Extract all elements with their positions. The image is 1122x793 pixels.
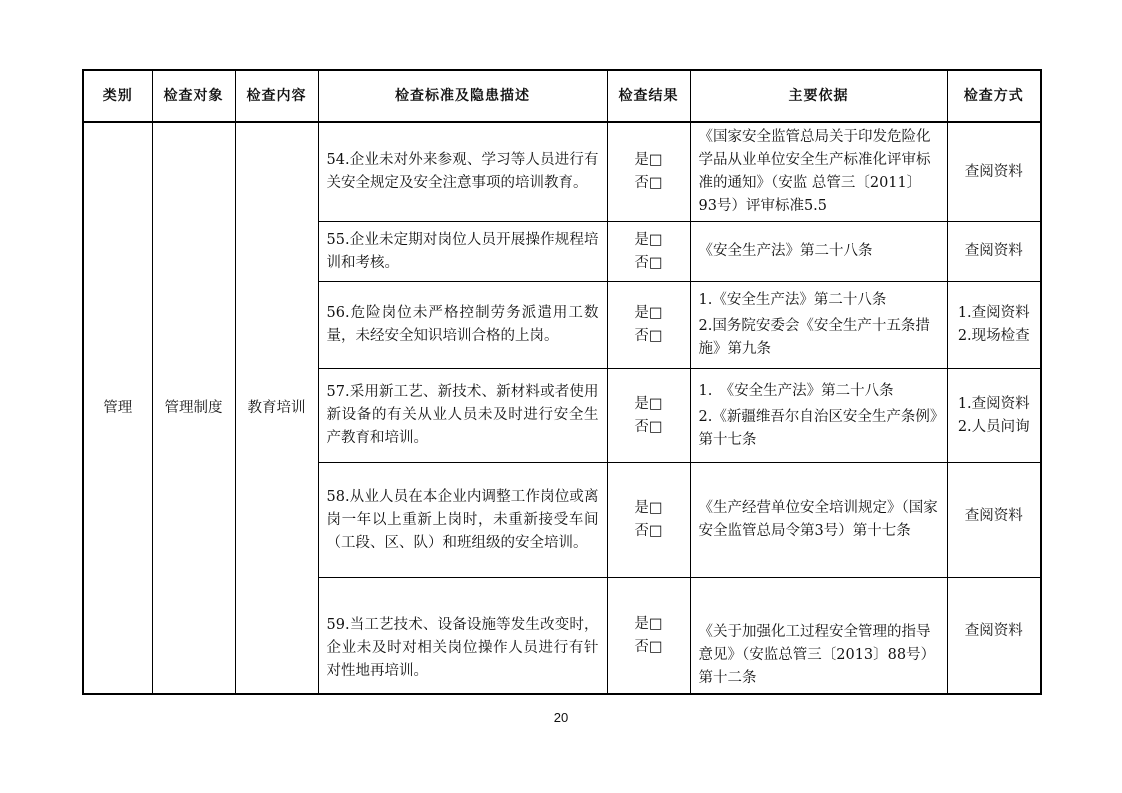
basis-item: 2.《新疆维吾尔自治区安全生产条例》第十七条 xyxy=(698,408,938,448)
method-cell xyxy=(947,463,1041,578)
content-cell: 教育培训 xyxy=(235,122,318,694)
header-row xyxy=(83,70,1041,122)
basis-cell xyxy=(690,122,947,222)
method-item: 查阅资料 xyxy=(964,623,1023,639)
method-cell xyxy=(947,578,1041,695)
header-basis: 主要依据 xyxy=(690,70,947,122)
basis-item: 1.《安全生产法》第二十八条 xyxy=(698,292,887,308)
category-cell: 管理 xyxy=(83,122,152,694)
method-item: 2.现场检查 xyxy=(957,328,1030,344)
standard-cell: 54.企业未对外来参观、学习等人员进行有关安全规定及安全注意事项的培训教育。 xyxy=(318,122,607,222)
result-no-checkbox[interactable]: 否□ xyxy=(634,328,663,344)
method-item: 查阅资料 xyxy=(964,243,1023,259)
result-yes-checkbox[interactable]: 是□ xyxy=(634,152,663,168)
basis-cell xyxy=(690,369,947,463)
result-no-checkbox[interactable]: 否□ xyxy=(634,638,663,655)
standard-cell: 56.危险岗位未严格控制劳务派遣用工数量，未经安全知识培训合格的上岗。 xyxy=(318,282,607,369)
result-yes-checkbox[interactable]: 是□ xyxy=(634,305,663,321)
inspection-table xyxy=(82,69,1042,695)
method-cell xyxy=(947,122,1041,222)
header-object: 检查对象 xyxy=(152,70,235,122)
header-standard: 检查标准及隐患描述 xyxy=(318,70,607,122)
result-no-checkbox[interactable]: 否□ xyxy=(634,175,663,191)
standard-cell: 58.从业人员在本企业内调整工作岗位或离岗一年以上重新上岗时，未重新接受车间（工段、区、队）和班组级的安全培训。 xyxy=(318,463,607,578)
method-item: 查阅资料 xyxy=(964,163,1023,180)
result-cell xyxy=(607,282,690,369)
result-cell xyxy=(607,122,690,222)
header-category: 类别 xyxy=(83,70,152,122)
header-method: 检查方式 xyxy=(947,70,1041,122)
table-row xyxy=(83,122,1041,222)
page-number: 20 xyxy=(553,710,569,725)
basis-cell xyxy=(690,463,947,578)
header-result: 检查结果 xyxy=(607,70,690,122)
basis-cell xyxy=(690,222,947,282)
method-cell xyxy=(947,222,1041,282)
method-cell xyxy=(947,282,1041,369)
result-cell xyxy=(607,463,690,578)
basis-item: 《生产经营单位安全培训规定》（国家安全监管总局令第3号）第十七条 xyxy=(698,500,938,539)
result-no-checkbox[interactable]: 否□ xyxy=(634,418,663,435)
method-cell xyxy=(947,369,1041,463)
method-item: 2.人员问询 xyxy=(957,418,1030,435)
basis-item: 1. 《安全生产法》第二十八条 xyxy=(698,382,894,399)
result-no-checkbox[interactable]: 否□ xyxy=(634,254,663,271)
result-cell xyxy=(607,578,690,695)
basis-item: 《安全生产法》第二十八条 xyxy=(698,243,873,259)
standard-cell: 59.当工艺技术、设备设施等发生改变时，企业未及时对相关岗位操作人员进行有针对性地再培训。 xyxy=(318,578,607,695)
result-yes-checkbox[interactable]: 是□ xyxy=(634,231,663,248)
basis-cell xyxy=(690,282,947,369)
object-cell: 管理制度 xyxy=(152,122,235,694)
standard-cell: 55.企业未定期对岗位人员开展操作规程培训和考核。 xyxy=(318,222,607,282)
result-yes-checkbox[interactable]: 是□ xyxy=(634,500,663,516)
result-yes-checkbox[interactable]: 是□ xyxy=(634,615,663,632)
header-content: 检查内容 xyxy=(235,70,318,122)
basis-cell xyxy=(690,578,947,695)
result-cell xyxy=(607,222,690,282)
method-item: 查阅资料 xyxy=(964,508,1023,524)
method-item: 1.查阅资料 xyxy=(957,395,1030,412)
method-item: 1.查阅资料 xyxy=(957,305,1030,321)
standard-cell: 57.采用新工艺、新技术、新材料或者使用新设备的有关从业人员未及时进行安全生产教育和培训。 xyxy=(318,369,607,463)
basis-item: 《国家安全监管总局关于印发危险化学品从业单位安全生产标准化评审标准的通知》（安监 总管三〔2011〕93号）评审标准5.5 xyxy=(698,129,931,214)
result-no-checkbox[interactable]: 否□ xyxy=(634,523,663,539)
basis-item: 《关于加强化工过程安全管理的指导意见》（安监总管三〔2013〕88号）第十二条 xyxy=(698,624,936,686)
result-yes-checkbox[interactable]: 是□ xyxy=(634,395,663,412)
result-cell xyxy=(607,369,690,463)
basis-item: 2.国务院安委会《安全生产十五条措施》第九条 xyxy=(698,318,930,357)
